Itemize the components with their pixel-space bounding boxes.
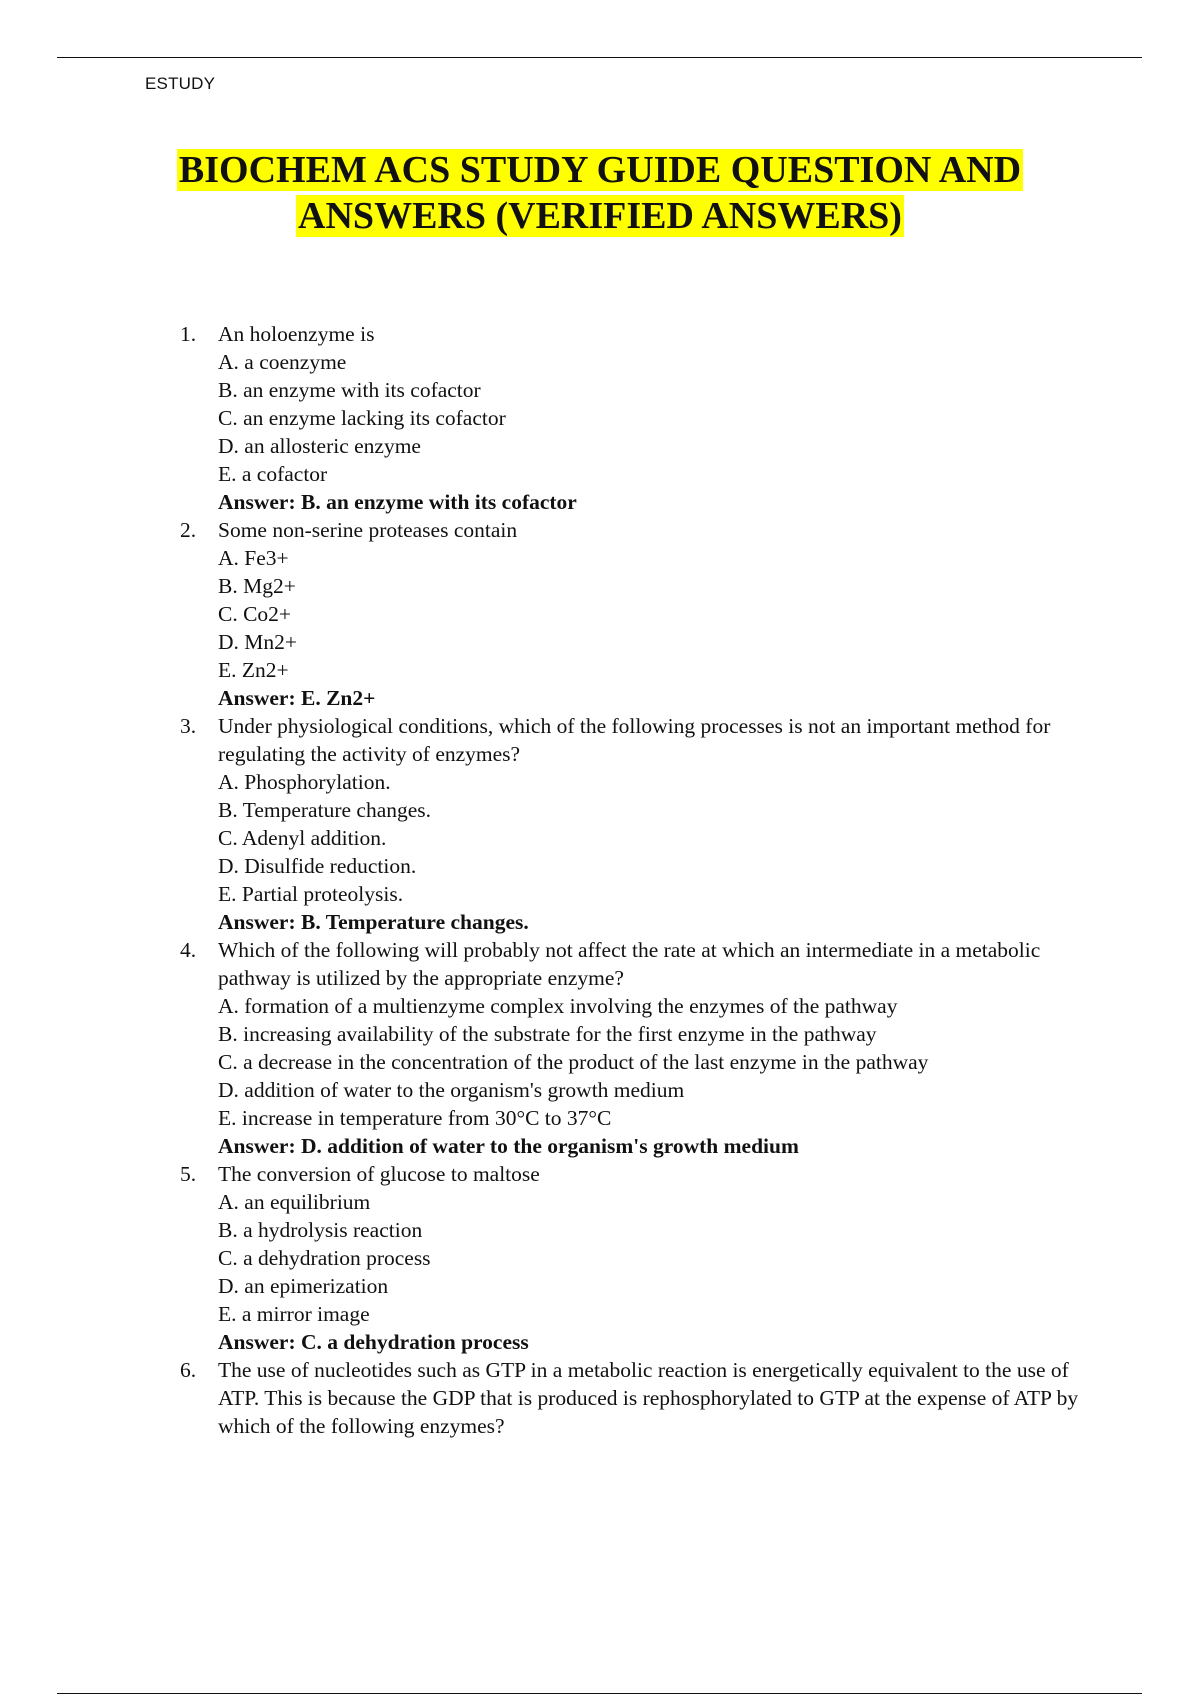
correct-answer: Answer: E. Zn2+ — [218, 686, 376, 710]
question-text: The conversion of glucose to maltose — [218, 1162, 540, 1186]
question-number: 4. — [180, 938, 197, 962]
question-number: 6. — [180, 1358, 197, 1382]
question-item — [180, 1160, 1085, 1356]
question-text: The use of nucleotides such as GTP in a metabolic reaction is energetically equivalent to the use of ATP. This is because the GDP that is produced is rephosphorylated to GTP at the expense of ATP by which of the following enzymes? — [218, 1358, 1079, 1438]
answer-option: C. an enzyme lacking its cofactor — [218, 406, 506, 430]
answer-option: D. addition of water to the organism's growth medium — [218, 1078, 685, 1102]
answer-option: D. an allosteric enzyme — [218, 434, 421, 458]
answer-option: A. Fe3+ — [218, 546, 289, 570]
answer-option: D. Disulfide reduction. — [218, 854, 417, 878]
correct-answer: Answer: D. addition of water to the organism's growth medium — [218, 1134, 799, 1158]
answer-option: E. increase in temperature from 30°C to 37°C — [218, 1106, 612, 1130]
question-item — [180, 516, 1085, 712]
question-text: An holoenzyme is — [218, 322, 375, 346]
answer-option: C. Co2+ — [218, 602, 292, 626]
answer-option: B. a hydrolysis reaction — [218, 1218, 423, 1242]
correct-answer: Answer: B. an enzyme with its cofactor — [218, 490, 577, 514]
question-text: Some non-serine proteases contain — [218, 518, 518, 542]
question-item — [180, 320, 1085, 516]
answer-option: A. formation of a multienzyme complex involving the enzymes of the pathway — [218, 994, 898, 1018]
correct-answer: Answer: B. Temperature changes. — [218, 910, 529, 934]
answer-option: E. a mirror image — [218, 1302, 370, 1326]
header-label: ESTUDY — [145, 74, 216, 93]
answer-option: B. an enzyme with its cofactor — [218, 378, 481, 402]
correct-answer: Answer: C. a dehydration process — [218, 1330, 529, 1354]
question-text: Which of the following will probably not affect the rate at which an intermediate in a metabolic pathway is utilized by the appropriate enzyme? — [218, 938, 1041, 990]
top-rule — [57, 57, 1142, 58]
answer-option: B. Mg2+ — [218, 574, 296, 598]
question-item — [180, 1356, 1085, 1440]
question-number: 1. — [180, 322, 197, 346]
title-line-1: BIOCHEM ACS STUDY GUIDE QUESTION AND — [178, 149, 1022, 191]
page-title — [100, 147, 1100, 239]
title-line-2: ANSWERS (VERIFIED ANSWERS) — [298, 195, 902, 237]
answer-option: B. Temperature changes. — [218, 798, 432, 822]
answer-option: E. Partial proteolysis. — [218, 882, 404, 906]
answer-option: C. a decrease in the concentration of the product of the last enzyme in the pathway — [218, 1050, 929, 1074]
answer-option: C. Adenyl addition. — [218, 826, 387, 850]
question-number: 2. — [180, 518, 197, 542]
question-text: Under physiological conditions, which of the following processes is not an important method for regulating the activity of enzymes? — [218, 714, 1051, 766]
answer-option: D. an epimerization — [218, 1274, 389, 1298]
question-list — [180, 320, 1085, 1440]
question-item — [180, 936, 1085, 1160]
answer-option: C. a dehydration process — [218, 1246, 431, 1270]
question-number: 5. — [180, 1162, 197, 1186]
answer-option: A. an equilibrium — [218, 1190, 371, 1214]
answer-option: B. increasing availability of the substrate for the first enzyme in the pathway — [218, 1022, 877, 1046]
bottom-rule — [57, 1693, 1142, 1694]
answer-option: E. a cofactor — [218, 462, 328, 486]
question-item — [180, 712, 1085, 936]
answer-option: A. Phosphorylation. — [218, 770, 391, 794]
answer-option: D. Mn2+ — [218, 630, 298, 654]
answer-option: E. Zn2+ — [218, 658, 289, 682]
answer-option: A. a coenzyme — [218, 350, 347, 374]
question-number: 3. — [180, 714, 197, 738]
